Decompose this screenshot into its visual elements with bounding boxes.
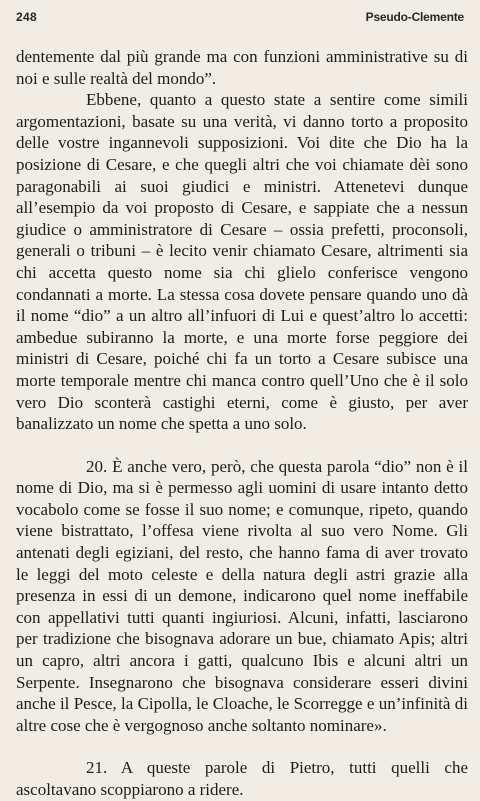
paragraph-section-20: 20. È anche vero, però, che questa parola “dio” non è il nome di Dio, ma si è permesso agli uomini di usare intanto detto vocabolo come se fosse il suo nome; e comunque, ripeto, quando viene bistrattato, l’offesa viene rivolta al suo vero Nome. Gli antenati degli egiziani, del resto, che hanno fama di aver trovato le leggi del moto celeste e della natura degli astri grazie alla presenza in essi di un demone, indicarono quel nome ineffabile con appellativi tutti quanti ingiuriosi. Alcuni, infatti, lasciarono per tradizione che bisognava adorare un bue, chiamato Apis; altri un capro, altri ancora i gatti, qualcuno Ibis e alcuni altri un Serpente. Insegnarono che bisognava considerare esseri divini anche il Pesce, la Cipolla, le Cloache, le Scorregge e un’infinità di altre cose che è vergognoso anche soltanto nominare». xyxy=(16,456,468,735)
paragraph-ebbene: Ebbene, quanto a questo state a sentire come simili argomentazioni, basate su una verità, vi danno torto a proposito delle vostre ingannevoli supposizioni. Voi dite che Dio ha la posizione di Cesare, e che quegli altri che voi chiamate dèi sono paragonabili ai suoi giudici e ministri. Attenetevi dunque all’esempio da voi proposto di Cesare, e sappiate che a nessun giudice o amministratore di Cesare – ossia prefetti, proconsoli, generali o tribuni – è lecito venir chiamato Cesare, altrimenti sia chi accetta questo nome sia chi glielo conferisce vengono condannati a morte. La stessa cosa dovete pensare quando uno dà il nome “dio” a un altro all’infuori di Lui e quest’altro lo accetti: ambedue subiranno la morte, e una morte forse peggiore dei ministri di Cesare, poiché chi fa un torto a Cesare subisce una morte temporale mentre chi manca contro quell’Uno che è il solo vero Dio sconterà castighi eterni, come è giusto, per aver banalizzato un nome che spetta a uno solo. xyxy=(16,90,468,434)
running-title: Pseudo-Clemente xyxy=(365,10,464,24)
paragraph-continuation: dentemente dal più grande ma con funzioni amministrative su di noi e sulle realtà del mondo”. xyxy=(16,47,468,88)
paragraph-section-21: 21. A queste parole di Pietro, tutti quelli che ascoltavano scoppiarono a ridere. xyxy=(16,758,468,799)
page-header xyxy=(16,6,464,26)
body-text xyxy=(16,46,468,801)
page-number: 248 xyxy=(16,10,37,24)
